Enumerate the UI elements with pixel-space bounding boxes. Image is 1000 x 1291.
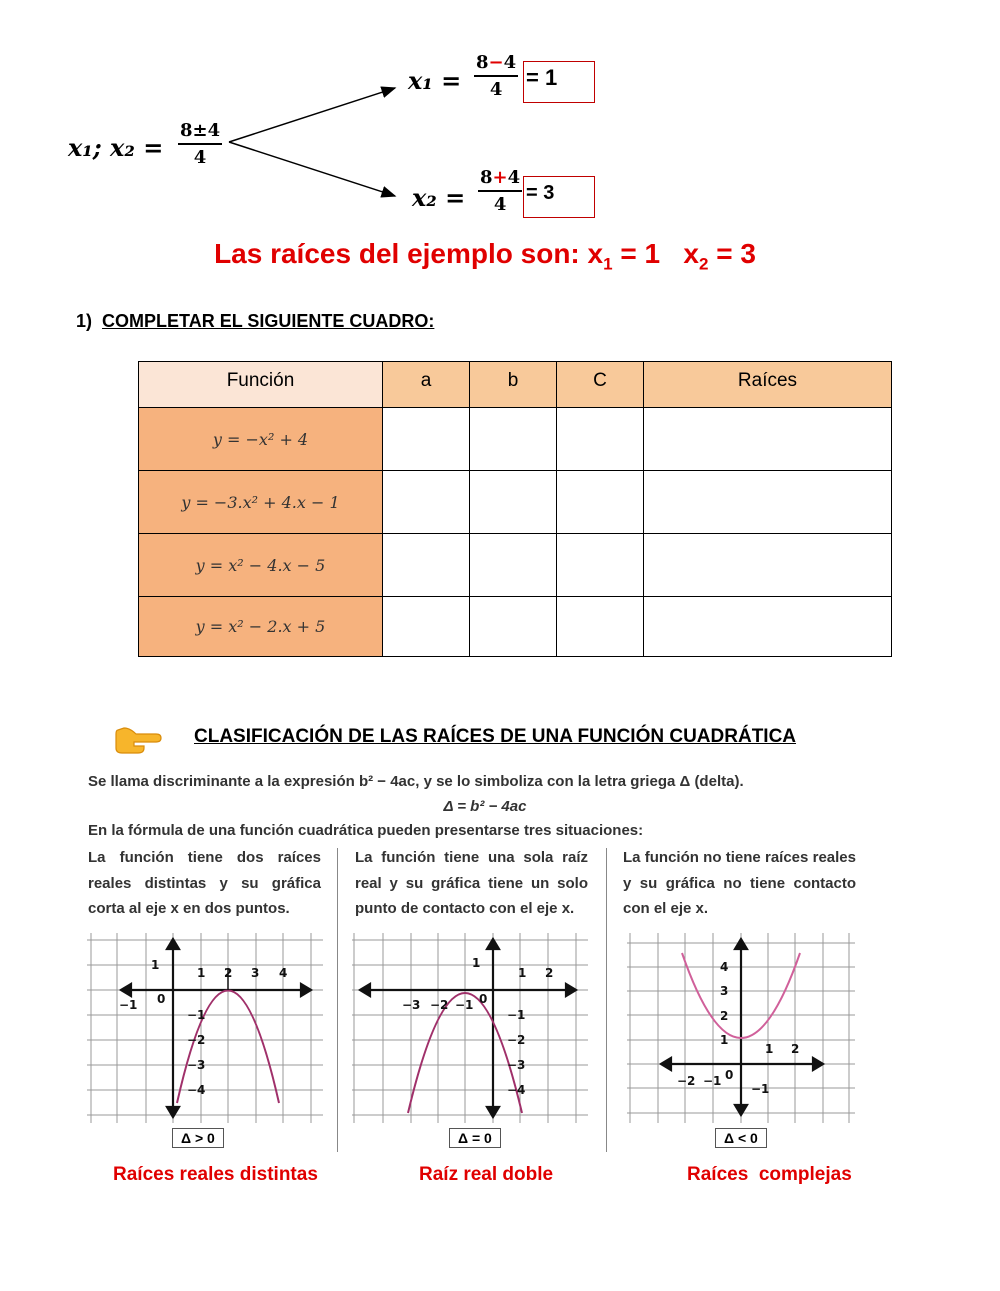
g3-tick: 2 bbox=[791, 1042, 800, 1056]
case2-text: La función tiene una sola raíz real y su gráfica tiene un solo punto de contacto con el eje x. bbox=[355, 849, 588, 917]
g3-tick: 0 bbox=[725, 1068, 734, 1082]
table-row bbox=[139, 597, 892, 657]
caption-complex-roots: Raíces complejas bbox=[687, 1164, 852, 1185]
g3-tick: 1 bbox=[720, 1033, 729, 1047]
x1-denominator: 4 bbox=[489, 79, 503, 100]
g2-tick: −3 bbox=[402, 998, 421, 1012]
table-row bbox=[139, 471, 892, 534]
column-divider bbox=[337, 848, 338, 1152]
g2-tick: 1 bbox=[472, 956, 481, 970]
roots-mid: = 1 x bbox=[612, 238, 699, 269]
pointing-hand-icon bbox=[112, 718, 162, 756]
exercise-table bbox=[138, 361, 892, 657]
graph-no-roots bbox=[627, 933, 855, 1123]
x2-denominator: 4 bbox=[493, 194, 507, 215]
g3-tick: 3 bbox=[720, 984, 729, 998]
formula-main-fraction bbox=[178, 120, 222, 168]
row-function: y = x² − 4.x − 5 bbox=[139, 534, 383, 597]
caption-distinct-roots: Raíces reales distintas bbox=[113, 1164, 318, 1185]
g3-tick: 1 bbox=[765, 1042, 774, 1056]
cell-b[interactable] bbox=[470, 534, 557, 597]
x1-label: x₁ = bbox=[408, 66, 462, 95]
g3-tick: 2 bbox=[720, 1009, 729, 1023]
header-a: a bbox=[383, 362, 470, 408]
cell-raices[interactable] bbox=[644, 597, 892, 657]
table-header-row bbox=[139, 362, 892, 408]
cell-raices[interactable] bbox=[644, 534, 892, 597]
header-c: C bbox=[557, 362, 644, 408]
g1-tick: 1 bbox=[197, 966, 206, 980]
cell-a[interactable] bbox=[383, 471, 470, 534]
case3-text: La función no tiene raíces reales y su gráfica no tiene contacto con el eje x. bbox=[623, 849, 856, 917]
g1-tick: −2 bbox=[187, 1033, 206, 1047]
cell-c[interactable] bbox=[557, 408, 644, 471]
g2-tick: −1 bbox=[507, 1008, 526, 1022]
case1-text: La función tiene dos raíces reales distintas y su gráfica corta al eje x en dos puntos. bbox=[88, 849, 321, 917]
exercise-number: 1) bbox=[76, 311, 93, 331]
x2-label: x₂ = bbox=[412, 183, 466, 212]
cell-c[interactable] bbox=[557, 471, 644, 534]
g2-tick: 1 bbox=[518, 966, 527, 980]
g3-tick: −2 bbox=[677, 1074, 696, 1088]
x1-num-op: − bbox=[488, 52, 504, 73]
graph-two-roots bbox=[87, 933, 323, 1123]
formula-main-label: x₁; x₂ = bbox=[68, 133, 164, 162]
g3-tick: 4 bbox=[720, 960, 729, 974]
table-row bbox=[139, 534, 892, 597]
exercise-heading bbox=[76, 311, 434, 332]
x2-num-b: 4 bbox=[507, 167, 521, 188]
caption-double-root: Raíz real doble bbox=[419, 1164, 554, 1185]
x1-num-a: 8 bbox=[476, 52, 489, 73]
g1-tick: 4 bbox=[279, 966, 288, 980]
cell-b[interactable] bbox=[470, 597, 557, 657]
x1-num-b: 4 bbox=[503, 52, 517, 73]
cell-c[interactable] bbox=[557, 534, 644, 597]
x1-fraction bbox=[474, 52, 518, 100]
cell-a[interactable] bbox=[383, 534, 470, 597]
g3-tick: −1 bbox=[703, 1074, 722, 1088]
g2-tick: −1 bbox=[455, 998, 474, 1012]
g1-tick: −1 bbox=[119, 998, 138, 1012]
table-row bbox=[139, 408, 892, 471]
cell-raices[interactable] bbox=[644, 471, 892, 534]
delta-positive-label: Δ > 0 bbox=[172, 1128, 224, 1148]
g2-tick: −2 bbox=[430, 998, 449, 1012]
exercise-title: COMPLETAR EL SIGUIENTE CUADRO: bbox=[102, 311, 435, 331]
x2-num-a: 8 bbox=[480, 167, 493, 188]
x2-num-op: + bbox=[492, 167, 508, 188]
header-b: b bbox=[470, 362, 557, 408]
g3-tick: −1 bbox=[751, 1082, 770, 1096]
graph-one-root bbox=[352, 933, 588, 1123]
cell-b[interactable] bbox=[470, 408, 557, 471]
discriminant-definition: Se llama discriminante a la expresión b² − 4ac, y se lo simboliza con la letra griega Δ (delta). bbox=[88, 773, 744, 790]
g2-tick: 2 bbox=[545, 966, 554, 980]
branch-arrows bbox=[225, 80, 405, 210]
g1-tick: 0 bbox=[157, 992, 166, 1006]
x2-result: = 3 bbox=[526, 182, 555, 204]
row-function: y = x² − 2.x + 5 bbox=[139, 597, 383, 657]
g1-tick: −1 bbox=[187, 1008, 206, 1022]
cell-b[interactable] bbox=[470, 471, 557, 534]
g1-tick: 3 bbox=[251, 966, 260, 980]
roots-suffix: = 3 bbox=[708, 238, 756, 269]
g1-tick: −3 bbox=[187, 1058, 206, 1072]
x2-fraction bbox=[478, 167, 522, 215]
discriminant-formula: Δ = b² − 4ac bbox=[443, 798, 527, 815]
row-function: y = −3.x² + 4.x − 1 bbox=[139, 471, 383, 534]
x1-result: = 1 bbox=[526, 65, 558, 90]
header-raices: Raíces bbox=[644, 362, 892, 408]
classification-title: CLASIFICACIÓN DE LAS RAÍCES DE UNA FUNCIÓN CUADRÁTICA bbox=[194, 726, 797, 747]
header-funcion: Función bbox=[139, 362, 383, 408]
g2-tick: −4 bbox=[507, 1083, 526, 1097]
roots-sub1: 1 bbox=[603, 254, 613, 274]
g2-tick: 0 bbox=[479, 992, 488, 1006]
cell-a[interactable] bbox=[383, 597, 470, 657]
delta-zero-label: Δ = 0 bbox=[449, 1128, 501, 1148]
formula-main-numerator: 8±4 bbox=[180, 120, 221, 141]
roots-sub2: 2 bbox=[698, 254, 709, 274]
formula-main-denominator: 4 bbox=[193, 147, 207, 168]
g1-tick: −4 bbox=[187, 1083, 206, 1097]
g2-tick: −2 bbox=[507, 1033, 526, 1047]
delta-negative-label: Δ < 0 bbox=[715, 1128, 767, 1148]
column-divider bbox=[606, 848, 607, 1152]
cell-c[interactable] bbox=[557, 597, 644, 657]
roots-prefix: Las raíces del ejemplo son: x bbox=[214, 238, 604, 269]
cell-raices[interactable] bbox=[644, 408, 892, 471]
g1-tick: 2 bbox=[224, 966, 233, 980]
row-function: y = −x² + 4 bbox=[139, 408, 383, 471]
g2-tick: −3 bbox=[507, 1058, 526, 1072]
three-situations: En la fórmula de una función cuadrática pueden presentarse tres situaciones: bbox=[88, 822, 644, 839]
roots-statement bbox=[0, 238, 970, 275]
cell-a[interactable] bbox=[383, 408, 470, 471]
g1-tick: 1 bbox=[151, 958, 160, 972]
